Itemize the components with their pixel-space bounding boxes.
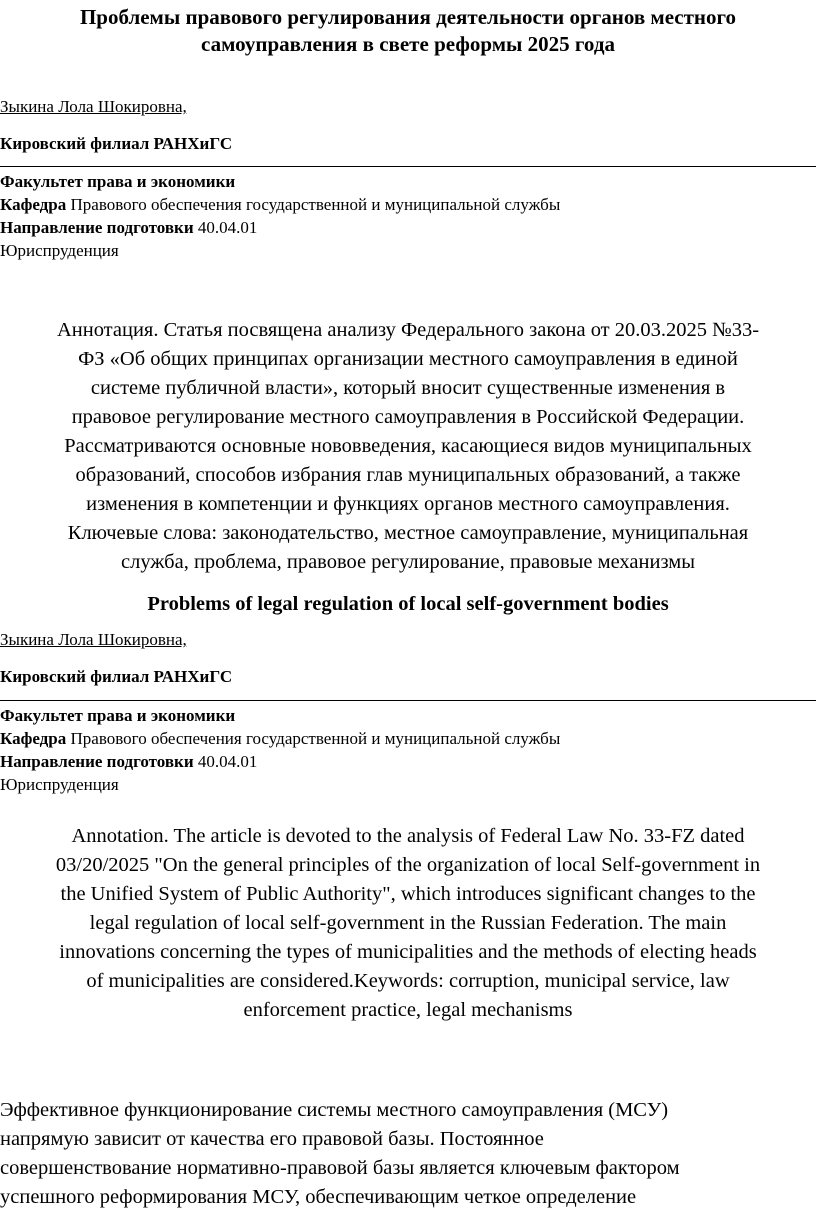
title-line-1: Проблемы правового регулирования деятельности органов местного [79, 5, 737, 29]
page-title [40, 4, 776, 58]
abstract-ru-line: Рассматриваются основные нововведения, касающиеся видов муниципальных [64, 435, 752, 457]
abstract-ru-line: изменения в компетенции и функциях органов местного самоуправления. [86, 493, 730, 515]
body-line: успешного реформирования МСУ, обеспечивающим четкое определение [0, 1186, 637, 1208]
specialty-ru: Юриспруденция [0, 241, 119, 260]
abstract-en-line: 03/20/2025 "On the general principles of the organization of local Self-government in [55, 854, 761, 876]
direction-label-en: Направление подготовки [0, 752, 194, 771]
direction-value-ru: 40.04.01 [193, 218, 258, 237]
specialty-en: Юриспруденция [0, 775, 119, 794]
department-label-ru: Кафедра [0, 195, 67, 214]
faculty-en: Факультет права и экономики [0, 706, 236, 725]
abstract-ru-line: правовое регулирование местного самоуправления в Российской Федерации. [71, 406, 745, 428]
abstract-ru-line: образований, способов избрания глав муниципальных образований, а также [75, 464, 741, 486]
department-value-ru: Правового обеспечения государственной и муниципальной службы [66, 195, 561, 214]
divider-en [0, 700, 816, 701]
abstract-en [0, 822, 816, 1025]
abstract-ru-line: Аннотация. Статья посвящена анализу Федерального закона от 20.03.2025 №33- [56, 319, 760, 341]
body-line: совершенствование нормативно-правовой базы является ключевым фактором [0, 1157, 680, 1179]
faculty-ru: Факультет права и экономики [0, 172, 236, 191]
affiliation-ru: Кировский филиал РАНХиГС [0, 134, 233, 153]
english-title: Problems of legal regulation of local self-government bodies [147, 593, 669, 615]
abstract-en-line: the Unified System of Public Authority", which introduces significant changes to the [60, 883, 756, 905]
abstract-en-line: Annotation. The article is devoted to the analysis of Federal Law No. 33-FZ dated [71, 825, 745, 847]
abstract-en-line: of municipalities are considered.Keywords: corruption, municipal service, law [86, 970, 730, 992]
abstract-ru [0, 316, 816, 577]
affiliation-en: Кировский филиал РАНХиГС [0, 667, 233, 686]
department-value-en: Правового обеспечения государственной и муниципальной службы [66, 729, 561, 748]
author-name-en: Зыкина Лола Шокировна, [0, 630, 187, 649]
direction-label-ru: Направление подготовки [0, 218, 194, 237]
abstract-en-line: legal regulation of local self-government in the Russian Federation. The main [89, 912, 727, 934]
author-info-en [0, 704, 800, 796]
abstract-ru-line: системе публичной власти», который вносит существенные изменения в [90, 377, 726, 399]
body-paragraph [0, 1096, 816, 1212]
body-line: Эффективное функционирование системы местного самоуправления (МСУ) [0, 1099, 669, 1121]
author-info-ru [0, 170, 800, 262]
abstract-ru-line: Ключевые слова: законодательство, местное самоуправление, муниципальная [67, 522, 749, 544]
department-label-en: Кафедра [0, 729, 67, 748]
abstract-ru-line: служба, проблема, правовое регулирование, правовые механизмы [120, 551, 696, 573]
divider-ru [0, 166, 816, 167]
body-line: напрямую зависит от качества его правовой базы. Постоянное [0, 1128, 544, 1150]
abstract-en-line: innovations concerning the types of municipalities and the methods of electing heads [59, 941, 757, 963]
direction-value-en: 40.04.01 [193, 752, 258, 771]
author-name-ru: Зыкина Лола Шокировна, [0, 97, 187, 116]
abstract-en-line: enforcement practice, legal mechanisms [243, 999, 573, 1021]
title-line-2: самоуправления в свете реформы 2025 года [201, 32, 615, 56]
abstract-ru-line: ФЗ «Об общих принципах организации местного самоуправления в единой [78, 348, 738, 370]
